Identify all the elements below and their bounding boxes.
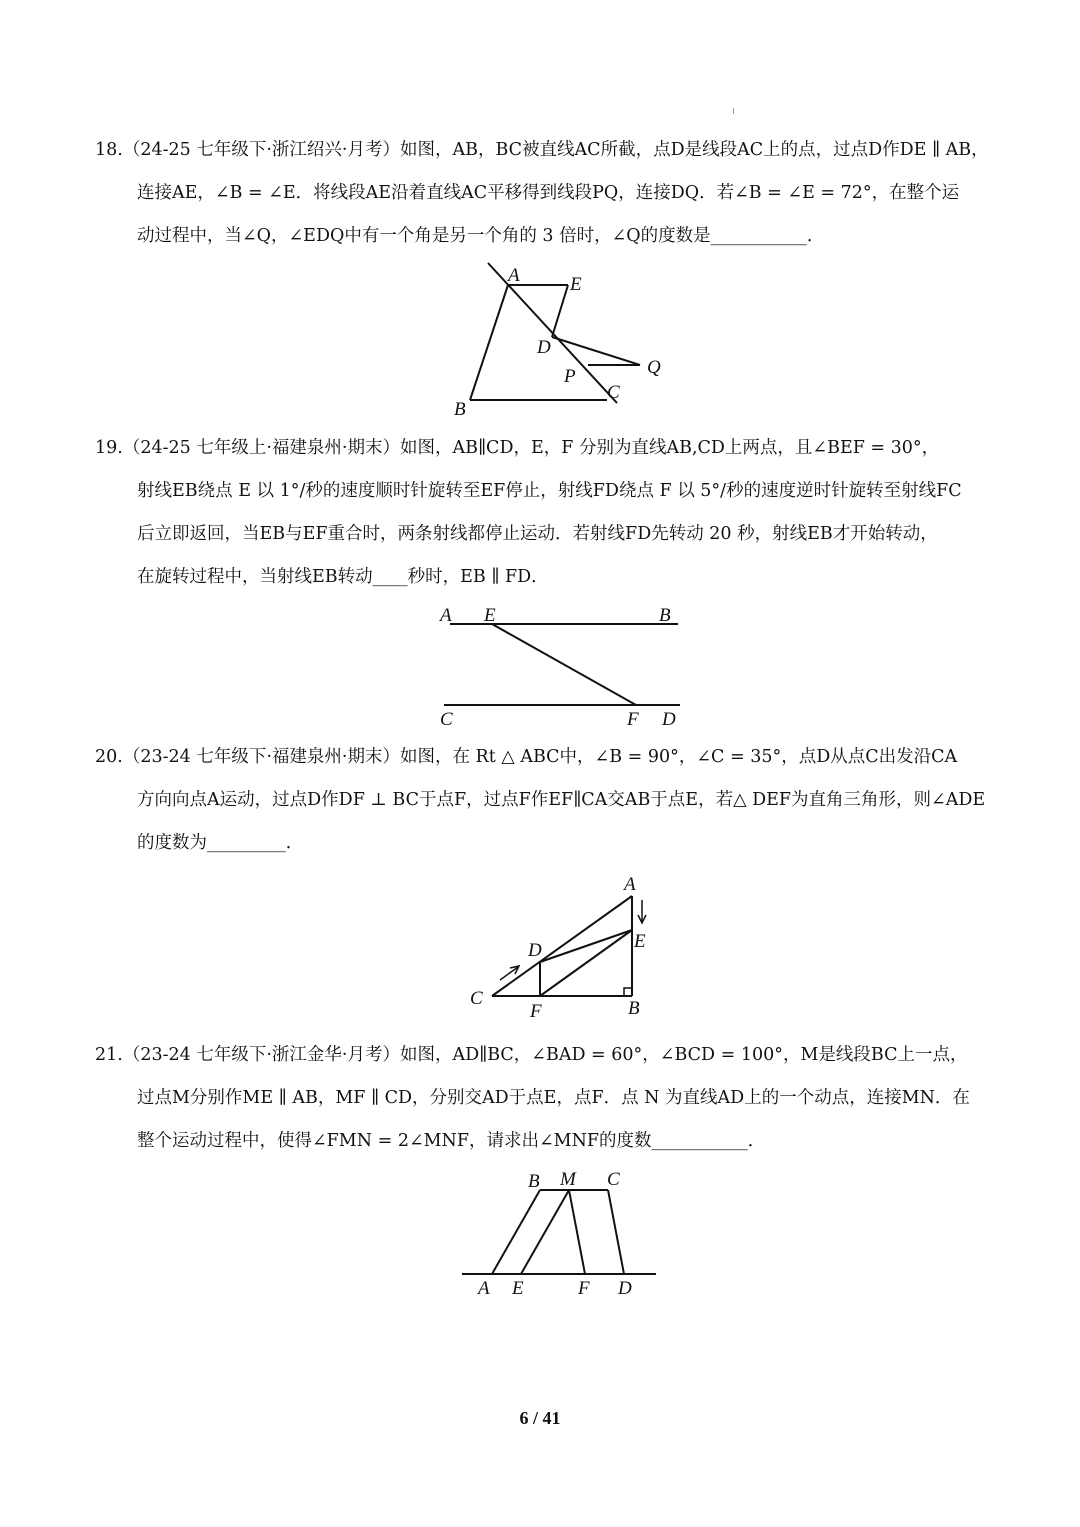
label-d: D xyxy=(528,940,542,961)
label-d: D xyxy=(662,709,676,730)
problem-19-line-2: 射线EB绕点 E 以 1°/秒的速度顺时针旋转至EF停止，射线FD绕点 F 以 5°/秒的速度逆时针旋转至射线FC xyxy=(137,481,962,501)
segment-ab xyxy=(492,1190,540,1274)
problem-20-line-3: 的度数为_________． xyxy=(137,833,304,853)
problem-18-line-1: 18.（24-25 七年级下·浙江绍兴·月考）如图，AB，BC被直线AC所截，点D是线段AC上的点，过点D作DE ∥ AB， xyxy=(95,140,989,160)
segment-de xyxy=(540,930,632,962)
page-number: 6 / 41 xyxy=(519,1408,561,1428)
problem-19-line-4: 在旋转过程中，当射线EB转动____秒时，EB ∥ FD． xyxy=(137,567,549,587)
label-a: A xyxy=(440,605,452,626)
label-c: C xyxy=(607,1169,620,1190)
figure-21 xyxy=(460,1163,660,1303)
label-f: F xyxy=(578,1278,590,1299)
label-m: M xyxy=(560,1169,576,1190)
problem-21-line-1: 21.（23-24 七年级下·浙江金华·月考）如图，AD∥BC，∠BAD = 60°，∠BCD = 100°，M是线段BC上一点， xyxy=(95,1045,968,1065)
segment-mf xyxy=(569,1190,585,1274)
segment-dq xyxy=(552,337,640,365)
problem-20-line-2: 方向向点A运动，过点D作DF ⊥ BC于点F，过点F作EF∥CA交AB于点E，若△ DEF为直角三角形，则∠ADE xyxy=(137,790,986,810)
problem-19-line-3: 后立即返回，当EB与EF重合时，两条射线都停止运动．若射线FD先转动 20 秒，射线EB才开始转动， xyxy=(137,524,938,544)
label-b: B xyxy=(659,605,671,626)
segment-fe xyxy=(540,930,632,996)
label-a: A xyxy=(508,265,520,286)
figure-19 xyxy=(436,600,686,730)
figure-18 xyxy=(440,255,680,420)
segment-ef xyxy=(492,624,636,705)
label-f: F xyxy=(530,1001,542,1022)
problem-20-line-1: 20.（23-24 七年级下·福建泉州·期末）如图，在 Rt △ ABC中，∠B = 90°，∠C = 35°，点D从点C出发沿CA xyxy=(95,747,958,767)
segment-me xyxy=(521,1190,569,1274)
segment-cd xyxy=(608,1190,624,1274)
label-e: E xyxy=(634,931,646,952)
label-e: E xyxy=(570,274,582,295)
problem-19-line-1: 19.（24-25 七年级上·福建泉州·期末）如图，AB∥CD，E，F 分别为直线AB,CD上两点，且∠BEF = 30°， xyxy=(95,438,940,458)
scan-mark xyxy=(733,108,734,114)
label-a: A xyxy=(624,874,636,895)
label-d: D xyxy=(618,1278,632,1299)
problem-21-line-3: 整个运动过程中，使得∠FMN = 2∠MNF，请求出∠MNF的度数___________． xyxy=(137,1131,766,1151)
label-c: C xyxy=(607,382,620,403)
label-b: B xyxy=(454,399,466,420)
right-angle-mark xyxy=(624,988,632,996)
label-q: Q xyxy=(647,357,661,378)
label-b: B xyxy=(628,998,640,1019)
label-e: E xyxy=(512,1278,524,1299)
segment-ab xyxy=(470,285,508,400)
label-p: P xyxy=(564,366,576,387)
problem-18-line-3: 动过程中，当∠Q，∠EDQ中有一个角是另一个角的 3 倍时，∠Q的度数是___________． xyxy=(137,226,825,246)
problem-21-line-2: 过点M分别作ME ∥ AB，MF ∥ CD，分别交AD于点E，点F．点 N 为直线AD上的一个动点，连接MN．在 xyxy=(137,1088,970,1108)
label-a: A xyxy=(478,1278,490,1299)
label-b: B xyxy=(528,1171,540,1192)
label-d: D xyxy=(537,337,551,358)
label-f: F xyxy=(627,709,639,730)
label-e: E xyxy=(484,605,496,626)
label-c: C xyxy=(440,709,453,730)
segment-ed xyxy=(552,285,568,337)
figure-20 xyxy=(466,872,666,1022)
problem-18-line-2: 连接AE，∠B = ∠E．将线段AE沿着直线AC平移得到线段PQ，连接DQ．若∠B = ∠E = 72°，在整个运 xyxy=(137,183,960,203)
label-c: C xyxy=(470,988,483,1009)
